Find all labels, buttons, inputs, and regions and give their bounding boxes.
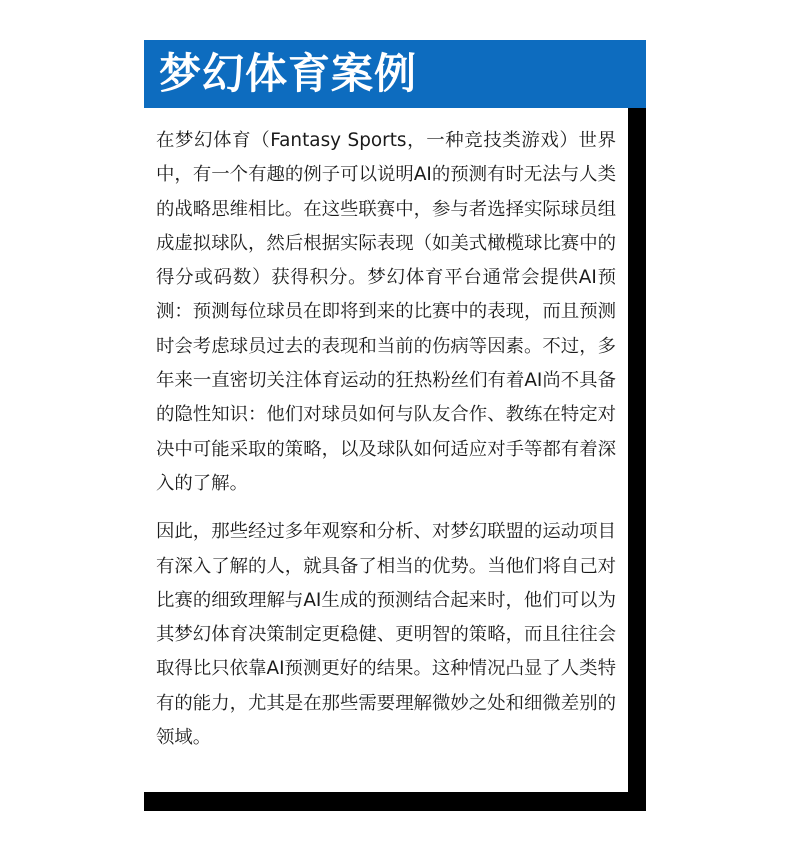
page-title: 梦幻体育案例 bbox=[159, 49, 418, 98]
article-body bbox=[156, 124, 616, 769]
paragraph-1: 在梦幻体育（Fantasy Sports，一种竞技类游戏）世界中，有一个有趣的例子可以说明AI的预测有时无法与人类的战略思维相比。在这些联赛中，参与者选择实际球员组成虚拟球队，然后根据实际表现（如美式橄榄球比赛中的得分或码数）获得积分。梦幻体育平台通常会提供AI预测：预测每位球员在即将到来的比赛中的表现，而且预测时会考虑球员过去的表现和当前的伤病等因素。不过，多年来一直密切关注体育运动的狂热粉丝们有着AI尚不具备的隐性知识：他们对球员如何与队友合作、教练在特定对决中可能采取的策略，以及球队如何适应对手等都有着深入的了解。 bbox=[156, 130, 616, 494]
paragraph-2: 因此，那些经过多年观察和分析、对梦幻联盟的运动项目有深入了解的人，就具备了相当的优势。当他们将自己对比赛的细致理解与AI生成的预测结合起来时，他们可以为其梦幻体育决策制定更稳健、更明智的策略，而且往往会取得比只依靠AI预测更好的结果。这种情况凸显了人类特有的能力，尤其是在那些需要理解微妙之处和细微差别的领域。 bbox=[156, 521, 616, 749]
title-banner bbox=[144, 40, 646, 108]
